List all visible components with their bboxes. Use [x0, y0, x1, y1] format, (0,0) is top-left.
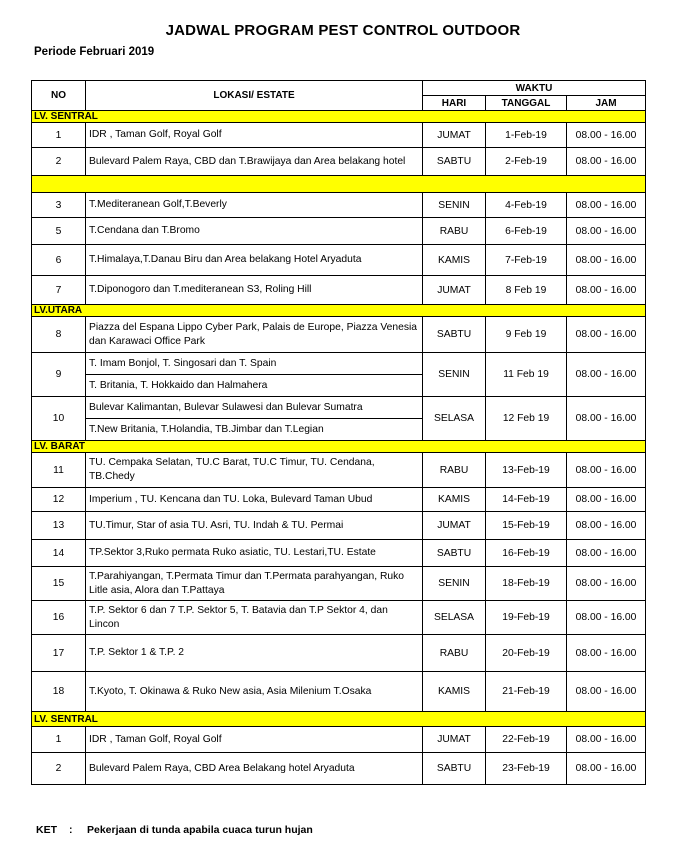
row-hari: SABTU	[423, 148, 486, 176]
row-lokasi: TP.Sektor 3,Ruko permata Ruko asiatic, TU. Lestari,TU. Estate	[86, 540, 423, 567]
row-jam: 08.00 - 16.00	[567, 276, 646, 305]
row-tanggal: 13-Feb-19	[486, 453, 567, 488]
section-band: LV. BARAT	[32, 441, 646, 453]
table-row	[32, 218, 646, 245]
table-row	[32, 672, 646, 712]
row-jam: 08.00 - 16.00	[567, 245, 646, 276]
note-colon: :	[69, 824, 73, 836]
row-hari: SENIN	[423, 353, 486, 397]
row-lokasi: T. Britania, T. Hokkaido dan Halmahera	[86, 375, 423, 397]
row-hari: JUMAT	[423, 276, 486, 305]
row-tanggal: 2-Feb-19	[486, 148, 567, 176]
row-jam: 08.00 - 16.00	[567, 218, 646, 245]
header-hari: HARI	[423, 96, 486, 111]
row-hari: SABTU	[423, 317, 486, 353]
table-row	[32, 276, 646, 305]
period-label: Periode Februari 2019	[34, 46, 155, 58]
row-no: 8	[32, 317, 86, 353]
row-lokasi: Imperium , TU. Kencana dan TU. Loka, Bulevard Taman Ubud	[86, 488, 423, 512]
section-band: LV. SENTRAL	[32, 111, 646, 123]
section-band	[32, 176, 646, 193]
row-jam: 08.00 - 16.00	[567, 635, 646, 672]
row-hari: RABU	[423, 453, 486, 488]
table-row	[32, 193, 646, 218]
row-tanggal: 7-Feb-19	[486, 245, 567, 276]
row-lokasi: T.P. Sektor 6 dan 7 T.P. Sektor 5, T. Batavia dan T.P Sektor 4, dan Lincon	[86, 601, 423, 635]
row-hari: SABTU	[423, 753, 486, 785]
row-no: 16	[32, 601, 86, 635]
row-hari: JUMAT	[423, 123, 486, 148]
table-row	[32, 317, 646, 353]
row-tanggal: 20-Feb-19	[486, 635, 567, 672]
row-lokasi: T.Parahiyangan, T.Permata Timur dan T.Permata parahyangan, Ruko Litle asia, Alora dan T.Pattaya	[86, 567, 423, 601]
table-row	[32, 601, 646, 635]
row-hari: KAMIS	[423, 488, 486, 512]
row-jam: 08.00 - 16.00	[567, 397, 646, 441]
row-jam: 08.00 - 16.00	[567, 672, 646, 712]
row-jam: 08.00 - 16.00	[567, 567, 646, 601]
section-band: LV.UTARA	[32, 305, 646, 317]
table-row	[32, 353, 646, 375]
row-tanggal: 23-Feb-19	[486, 753, 567, 785]
row-jam: 08.00 - 16.00	[567, 148, 646, 176]
table-row	[32, 635, 646, 672]
row-hari: JUMAT	[423, 727, 486, 753]
row-jam: 08.00 - 16.00	[567, 123, 646, 148]
table-row	[32, 567, 646, 601]
row-jam: 08.00 - 16.00	[567, 601, 646, 635]
row-no: 1	[32, 727, 86, 753]
row-lokasi: IDR , Taman Golf, Royal Golf	[86, 727, 423, 753]
table-row	[32, 540, 646, 567]
row-tanggal: 19-Feb-19	[486, 601, 567, 635]
header-tanggal: TANGGAL	[486, 96, 567, 111]
row-hari: SENIN	[423, 193, 486, 218]
header-no: NO	[32, 81, 86, 111]
note-text: Pekerjaan di tunda apabila cuaca turun hujan	[87, 824, 313, 836]
section-band: LV. SENTRAL	[32, 712, 646, 727]
row-hari: SABTU	[423, 540, 486, 567]
row-hari: SELASA	[423, 601, 486, 635]
row-tanggal: 22-Feb-19	[486, 727, 567, 753]
row-no: 15	[32, 567, 86, 601]
row-jam: 08.00 - 16.00	[567, 353, 646, 397]
row-tanggal: 12 Feb 19	[486, 397, 567, 441]
row-lokasi: T.Diponogoro dan T.mediteranean S3, Roling Hill	[86, 276, 423, 305]
header-lokasi: LOKASI/ ESTATE	[86, 81, 423, 111]
row-lokasi: TU. Cempaka Selatan, TU.C Barat, TU.C Timur, TU. Cendana, TB.Chedy	[86, 453, 423, 488]
table-row	[32, 148, 646, 176]
row-jam: 08.00 - 16.00	[567, 540, 646, 567]
row-no: 3	[32, 193, 86, 218]
row-lokasi: T.Mediteranean Golf,T.Beverly	[86, 193, 423, 218]
document-title: JADWAL PROGRAM PEST CONTROL OUTDOOR	[165, 22, 521, 39]
row-tanggal: 16-Feb-19	[486, 540, 567, 567]
row-lokasi: Bulevard Palem Raya, CBD dan T.Brawijaya dan Area belakang hotel	[86, 148, 423, 176]
row-jam: 08.00 - 16.00	[567, 488, 646, 512]
row-lokasi: T.New Britania, T.Holandia, TB.Jimbar dan T.Legian	[86, 419, 423, 441]
table-row	[32, 512, 646, 540]
row-jam: 08.00 - 16.00	[567, 453, 646, 488]
row-hari: KAMIS	[423, 672, 486, 712]
row-no: 6	[32, 245, 86, 276]
row-tanggal: 18-Feb-19	[486, 567, 567, 601]
row-no: 18	[32, 672, 86, 712]
row-no: 9	[32, 353, 86, 397]
row-no: 14	[32, 540, 86, 567]
row-lokasi: T.Kyoto, T. Okinawa & Ruko New asia, Asia Milenium T.Osaka	[86, 672, 423, 712]
table-row	[32, 397, 646, 419]
row-no: 1	[32, 123, 86, 148]
table-row	[32, 727, 646, 753]
header-jam: JAM	[567, 96, 646, 111]
row-hari: SELASA	[423, 397, 486, 441]
row-tanggal: 9 Feb 19	[486, 317, 567, 353]
row-tanggal: 14-Feb-19	[486, 488, 567, 512]
row-no: 7	[32, 276, 86, 305]
row-no: 2	[32, 753, 86, 785]
note-label: KET	[36, 824, 57, 836]
row-lokasi: T.P. Sektor 1 & T.P. 2	[86, 635, 423, 672]
row-lokasi: IDR , Taman Golf, Royal Golf	[86, 123, 423, 148]
row-hari: KAMIS	[423, 245, 486, 276]
row-tanggal: 8 Feb 19	[486, 276, 567, 305]
row-hari: RABU	[423, 635, 486, 672]
row-lokasi: T.Himalaya,T.Danau Biru dan Area belakang Hotel Aryaduta	[86, 245, 423, 276]
row-no: 17	[32, 635, 86, 672]
row-lokasi: T. Imam Bonjol, T. Singosari dan T. Spain	[86, 353, 423, 375]
row-tanggal: 4-Feb-19	[486, 193, 567, 218]
row-lokasi: Bulevard Palem Raya, CBD Area Belakang hotel Aryaduta	[86, 753, 423, 785]
row-tanggal: 11 Feb 19	[486, 353, 567, 397]
row-hari: SENIN	[423, 567, 486, 601]
row-no: 5	[32, 218, 86, 245]
schedule-table	[31, 80, 646, 785]
table-row	[32, 453, 646, 488]
row-lokasi: Piazza del Espana Lippo Cyber Park, Palais de Europe, Piazza Venesia dan Karawaci Office Park	[86, 317, 423, 353]
row-lokasi: T.Cendana dan T.Bromo	[86, 218, 423, 245]
row-tanggal: 15-Feb-19	[486, 512, 567, 540]
row-jam: 08.00 - 16.00	[567, 317, 646, 353]
row-no: 2	[32, 148, 86, 176]
row-jam: 08.00 - 16.00	[567, 753, 646, 785]
row-no: 13	[32, 512, 86, 540]
row-no: 10	[32, 397, 86, 441]
row-tanggal: 1-Feb-19	[486, 123, 567, 148]
table-row	[32, 753, 646, 785]
row-tanggal: 6-Feb-19	[486, 218, 567, 245]
row-jam: 08.00 - 16.00	[567, 193, 646, 218]
row-jam: 08.00 - 16.00	[567, 512, 646, 540]
header-waktu: WAKTU	[423, 81, 646, 96]
row-lokasi: TU.Timur, Star of asia TU. Asri, TU. Indah & TU. Permai	[86, 512, 423, 540]
row-lokasi: Bulevar Kalimantan, Bulevar Sulawesi dan Bulevar Sumatra	[86, 397, 423, 419]
row-hari: RABU	[423, 218, 486, 245]
row-jam: 08.00 - 16.00	[567, 727, 646, 753]
table-row	[32, 488, 646, 512]
table-row	[32, 123, 646, 148]
row-tanggal: 21-Feb-19	[486, 672, 567, 712]
row-no: 11	[32, 453, 86, 488]
row-hari: JUMAT	[423, 512, 486, 540]
table-row	[32, 245, 646, 276]
row-no: 12	[32, 488, 86, 512]
